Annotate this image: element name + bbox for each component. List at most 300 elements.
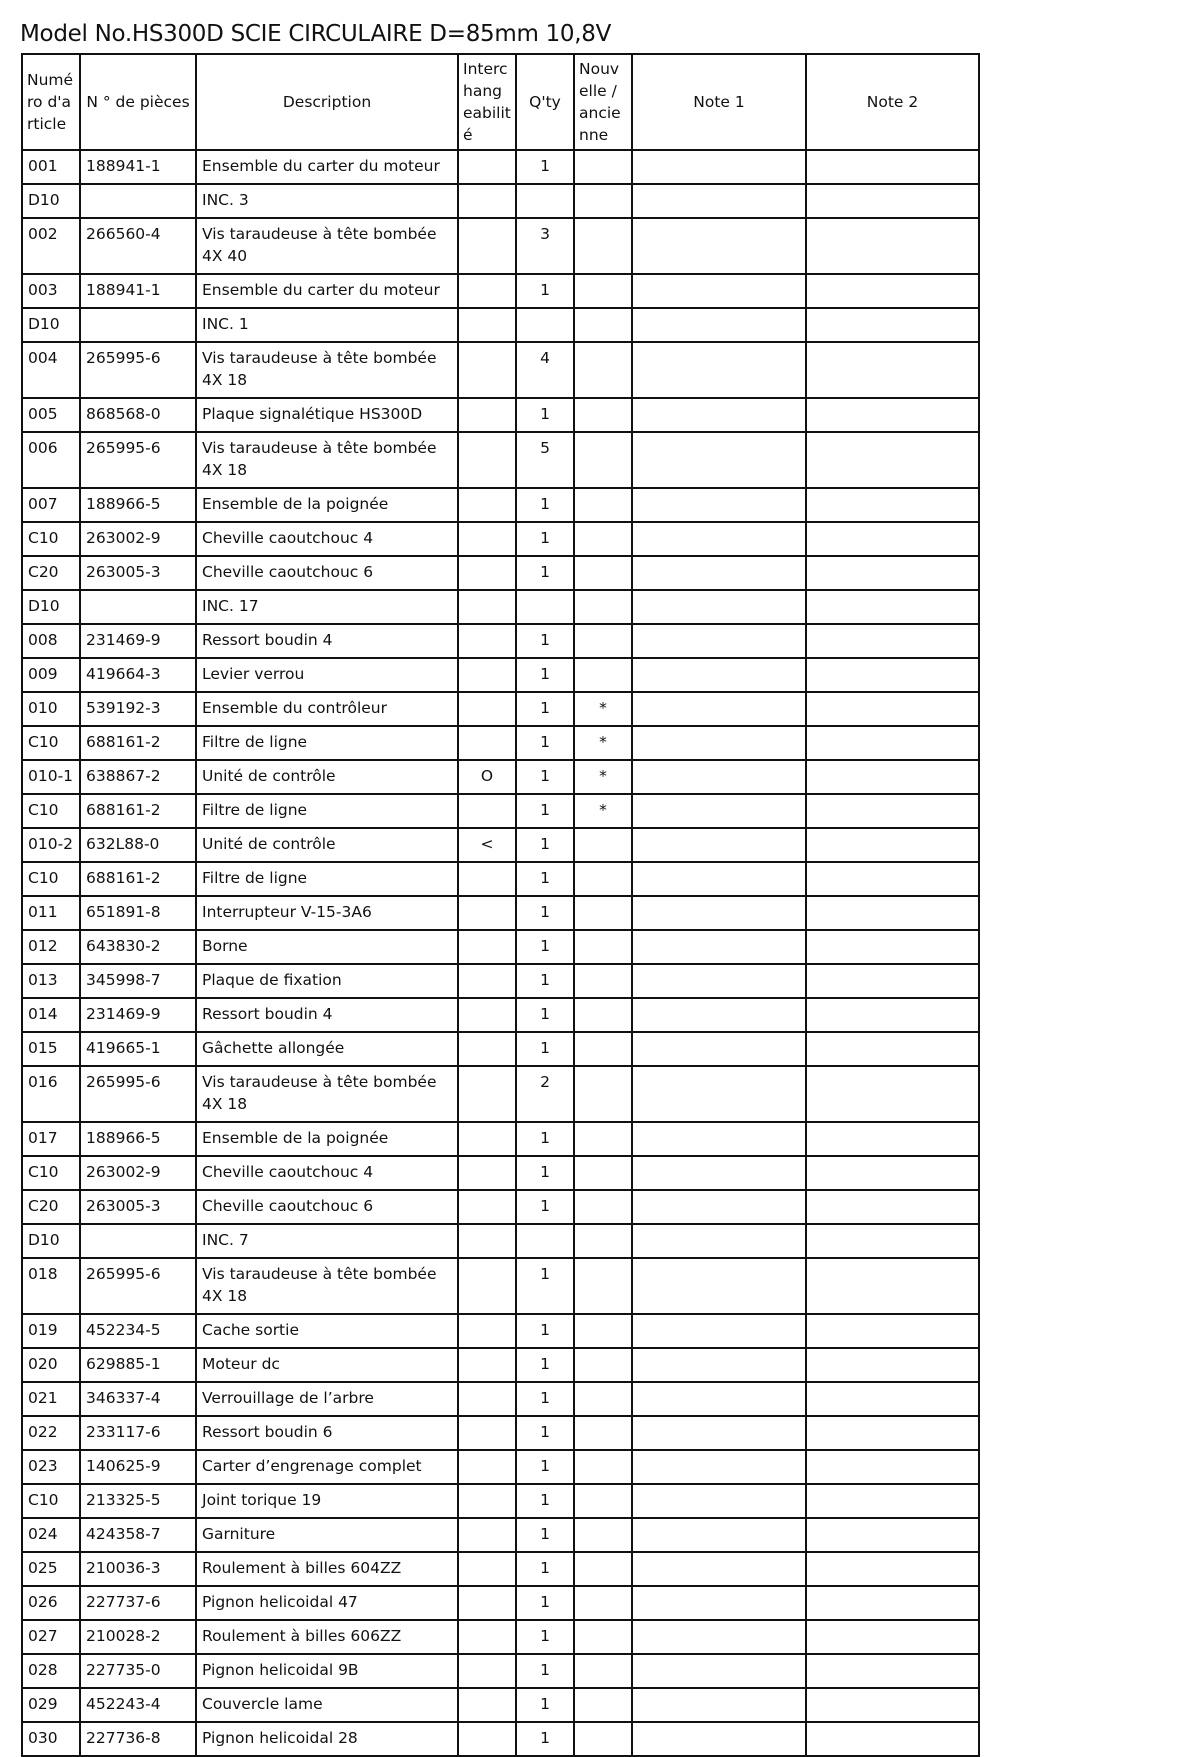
cell-item-number: C10 xyxy=(22,1484,80,1518)
cell-part-number: 266560-4 xyxy=(80,218,196,274)
cell-new-old xyxy=(574,624,632,658)
cell-new-old xyxy=(574,1688,632,1722)
cell-quantity: 1 xyxy=(516,1654,574,1688)
cell-note-2 xyxy=(806,432,979,488)
cell-note-2 xyxy=(806,1484,979,1518)
header-new-old: Nouv elle / ancie nne xyxy=(574,54,632,150)
cell-item-number: 005 xyxy=(22,398,80,432)
cell-quantity: 1 xyxy=(516,1416,574,1450)
cell-quantity: 1 xyxy=(516,1586,574,1620)
cell-part-number: 651891-8 xyxy=(80,896,196,930)
cell-new-old xyxy=(574,1156,632,1190)
cell-part-number: 263002-9 xyxy=(80,1156,196,1190)
cell-interchangeability xyxy=(458,1066,516,1122)
cell-note-2 xyxy=(806,1156,979,1190)
cell-item-number: 024 xyxy=(22,1518,80,1552)
cell-item-number: D10 xyxy=(22,1224,80,1258)
cell-note-2 xyxy=(806,522,979,556)
table-row xyxy=(22,930,979,964)
cell-new-old xyxy=(574,828,632,862)
cell-new-old xyxy=(574,862,632,896)
cell-item-number: C10 xyxy=(22,1156,80,1190)
cell-interchangeability xyxy=(458,896,516,930)
cell-note-1 xyxy=(632,1552,806,1586)
cell-new-old xyxy=(574,930,632,964)
cell-quantity: 1 xyxy=(516,1620,574,1654)
table-row xyxy=(22,1348,979,1382)
cell-item-number: D10 xyxy=(22,590,80,624)
cell-item-number: 015 xyxy=(22,1032,80,1066)
cell-quantity: 1 xyxy=(516,488,574,522)
cell-part-number: 868568-0 xyxy=(80,398,196,432)
cell-note-2 xyxy=(806,1620,979,1654)
cell-description: Pignon helicoidal 47 xyxy=(196,1586,458,1620)
cell-description: INC. 3 xyxy=(196,184,458,218)
cell-description: Unité de contrôle xyxy=(196,760,458,794)
cell-new-old xyxy=(574,590,632,624)
cell-note-1 xyxy=(632,1348,806,1382)
cell-part-number xyxy=(80,184,196,218)
cell-description: Unité de contrôle xyxy=(196,828,458,862)
cell-note-2 xyxy=(806,1190,979,1224)
cell-note-1 xyxy=(632,590,806,624)
cell-note-1 xyxy=(632,218,806,274)
cell-description: Borne xyxy=(196,930,458,964)
cell-quantity: 1 xyxy=(516,828,574,862)
cell-description: Ensemble de la poignée xyxy=(196,1122,458,1156)
cell-interchangeability: < xyxy=(458,828,516,862)
cell-description: INC. 7 xyxy=(196,1224,458,1258)
cell-item-number: 022 xyxy=(22,1416,80,1450)
table-row xyxy=(22,590,979,624)
table-row xyxy=(22,218,979,274)
cell-quantity: 2 xyxy=(516,1066,574,1122)
cell-note-1 xyxy=(632,1032,806,1066)
cell-note-2 xyxy=(806,184,979,218)
cell-note-2 xyxy=(806,692,979,726)
table-row xyxy=(22,1066,979,1122)
cell-part-number: 419665-1 xyxy=(80,1032,196,1066)
cell-new-old xyxy=(574,1586,632,1620)
cell-part-number: 346337-4 xyxy=(80,1382,196,1416)
cell-item-number: 009 xyxy=(22,658,80,692)
cell-new-old: * xyxy=(574,760,632,794)
header-part-number: N ° de pièces xyxy=(80,54,196,150)
cell-quantity: 1 xyxy=(516,150,574,184)
cell-description: Vis taraudeuse à tête bombée 4X 18 xyxy=(196,1066,458,1122)
cell-part-number: 424358-7 xyxy=(80,1518,196,1552)
table-row xyxy=(22,964,979,998)
cell-item-number: 027 xyxy=(22,1620,80,1654)
cell-new-old xyxy=(574,274,632,308)
cell-item-number: 025 xyxy=(22,1552,80,1586)
cell-item-number: 013 xyxy=(22,964,80,998)
cell-item-number: 028 xyxy=(22,1654,80,1688)
cell-description: Cheville caoutchouc 6 xyxy=(196,556,458,590)
cell-description: Ressort boudin 4 xyxy=(196,998,458,1032)
cell-part-number: 188941-1 xyxy=(80,274,196,308)
table-row xyxy=(22,1518,979,1552)
table-row xyxy=(22,398,979,432)
cell-note-1 xyxy=(632,150,806,184)
cell-item-number: 010 xyxy=(22,692,80,726)
cell-note-1 xyxy=(632,1620,806,1654)
cell-part-number: 227736-8 xyxy=(80,1722,196,1756)
cell-note-2 xyxy=(806,1348,979,1382)
cell-note-1 xyxy=(632,1224,806,1258)
cell-new-old: * xyxy=(574,726,632,760)
cell-quantity xyxy=(516,308,574,342)
cell-quantity: 1 xyxy=(516,398,574,432)
cell-note-2 xyxy=(806,658,979,692)
cell-description: Verrouillage de l’arbre xyxy=(196,1382,458,1416)
cell-part-number: 688161-2 xyxy=(80,794,196,828)
cell-description: Interrupteur V-15-3A6 xyxy=(196,896,458,930)
cell-quantity xyxy=(516,1224,574,1258)
cell-quantity xyxy=(516,590,574,624)
cell-new-old xyxy=(574,342,632,398)
cell-new-old xyxy=(574,998,632,1032)
cell-item-number: 011 xyxy=(22,896,80,930)
cell-description: Gâchette allongée xyxy=(196,1032,458,1066)
cell-interchangeability xyxy=(458,1450,516,1484)
cell-part-number xyxy=(80,308,196,342)
header-item-number: Numé ro d'a rticle xyxy=(22,54,80,150)
cell-new-old xyxy=(574,432,632,488)
cell-interchangeability xyxy=(458,1416,516,1450)
cell-interchangeability xyxy=(458,398,516,432)
cell-note-1 xyxy=(632,794,806,828)
cell-note-2 xyxy=(806,998,979,1032)
cell-interchangeability xyxy=(458,1314,516,1348)
cell-item-number: C10 xyxy=(22,726,80,760)
cell-note-1 xyxy=(632,692,806,726)
cell-note-2 xyxy=(806,150,979,184)
cell-new-old xyxy=(574,1032,632,1066)
cell-description: Pignon helicoidal 28 xyxy=(196,1722,458,1756)
cell-note-1 xyxy=(632,624,806,658)
cell-interchangeability xyxy=(458,1122,516,1156)
cell-interchangeability xyxy=(458,342,516,398)
cell-note-2 xyxy=(806,624,979,658)
cell-item-number: D10 xyxy=(22,308,80,342)
cell-note-2 xyxy=(806,556,979,590)
table-row xyxy=(22,1190,979,1224)
cell-note-2 xyxy=(806,930,979,964)
cell-description: Plaque signalétique HS300D xyxy=(196,398,458,432)
cell-description: Moteur dc xyxy=(196,1348,458,1382)
table-row xyxy=(22,1586,979,1620)
cell-quantity: 1 xyxy=(516,692,574,726)
cell-note-2 xyxy=(806,1066,979,1122)
cell-new-old: * xyxy=(574,692,632,726)
cell-interchangeability xyxy=(458,794,516,828)
cell-item-number: 014 xyxy=(22,998,80,1032)
cell-interchangeability xyxy=(458,862,516,896)
cell-new-old xyxy=(574,1122,632,1156)
cell-note-1 xyxy=(632,522,806,556)
cell-quantity: 1 xyxy=(516,896,574,930)
cell-note-2 xyxy=(806,862,979,896)
table-row xyxy=(22,624,979,658)
table-row xyxy=(22,862,979,896)
cell-interchangeability xyxy=(458,930,516,964)
cell-note-2 xyxy=(806,1518,979,1552)
cell-description: Ressort boudin 6 xyxy=(196,1416,458,1450)
cell-interchangeability xyxy=(458,1190,516,1224)
table-row xyxy=(22,658,979,692)
cell-quantity: 1 xyxy=(516,1190,574,1224)
table-row xyxy=(22,1382,979,1416)
cell-new-old xyxy=(574,1518,632,1552)
cell-description: Roulement à billes 604ZZ xyxy=(196,1552,458,1586)
cell-item-number: 003 xyxy=(22,274,80,308)
cell-note-1 xyxy=(632,1066,806,1122)
cell-new-old xyxy=(574,1620,632,1654)
cell-quantity: 1 xyxy=(516,1688,574,1722)
cell-note-1 xyxy=(632,930,806,964)
table-row xyxy=(22,1224,979,1258)
header-note-2: Note 2 xyxy=(806,54,979,150)
cell-note-2 xyxy=(806,1258,979,1314)
cell-interchangeability xyxy=(458,1484,516,1518)
cell-note-1 xyxy=(632,1190,806,1224)
cell-new-old xyxy=(574,1224,632,1258)
table-row xyxy=(22,274,979,308)
cell-description: Cache sortie xyxy=(196,1314,458,1348)
table-row xyxy=(22,488,979,522)
table-row xyxy=(22,794,979,828)
cell-quantity: 1 xyxy=(516,930,574,964)
table-row xyxy=(22,760,979,794)
cell-quantity: 1 xyxy=(516,1348,574,1382)
table-row xyxy=(22,1620,979,1654)
cell-new-old xyxy=(574,658,632,692)
cell-note-2 xyxy=(806,1122,979,1156)
table-row xyxy=(22,1122,979,1156)
cell-interchangeability xyxy=(458,488,516,522)
cell-description: Joint torique 19 xyxy=(196,1484,458,1518)
cell-note-1 xyxy=(632,432,806,488)
table-row xyxy=(22,1722,979,1756)
cell-description: Ensemble du carter du moteur xyxy=(196,274,458,308)
cell-description: Couvercle lame xyxy=(196,1688,458,1722)
cell-part-number: 140625-9 xyxy=(80,1450,196,1484)
cell-new-old xyxy=(574,896,632,930)
cell-quantity: 1 xyxy=(516,1156,574,1190)
cell-note-1 xyxy=(632,1258,806,1314)
cell-interchangeability xyxy=(458,1032,516,1066)
cell-interchangeability xyxy=(458,726,516,760)
cell-note-1 xyxy=(632,274,806,308)
cell-new-old xyxy=(574,1190,632,1224)
cell-part-number xyxy=(80,590,196,624)
cell-quantity: 1 xyxy=(516,1450,574,1484)
cell-interchangeability xyxy=(458,184,516,218)
cell-part-number: 539192-3 xyxy=(80,692,196,726)
cell-item-number: 030 xyxy=(22,1722,80,1756)
cell-quantity: 1 xyxy=(516,624,574,658)
cell-interchangeability xyxy=(458,658,516,692)
cell-quantity: 1 xyxy=(516,862,574,896)
cell-part-number: 231469-9 xyxy=(80,998,196,1032)
cell-interchangeability xyxy=(458,998,516,1032)
cell-note-1 xyxy=(632,556,806,590)
cell-note-1 xyxy=(632,1688,806,1722)
cell-new-old xyxy=(574,1258,632,1314)
cell-description: Cheville caoutchouc 4 xyxy=(196,522,458,556)
cell-interchangeability xyxy=(458,556,516,590)
cell-description: Vis taraudeuse à tête bombée 4X 18 xyxy=(196,1258,458,1314)
cell-description: Filtre de ligne xyxy=(196,794,458,828)
cell-quantity: 1 xyxy=(516,658,574,692)
cell-new-old xyxy=(574,1450,632,1484)
cell-note-2 xyxy=(806,342,979,398)
cell-description: INC. 1 xyxy=(196,308,458,342)
cell-part-number: 452234-5 xyxy=(80,1314,196,1348)
table-row xyxy=(22,1156,979,1190)
cell-part-number: 629885-1 xyxy=(80,1348,196,1382)
cell-interchangeability xyxy=(458,1620,516,1654)
cell-part-number: 233117-6 xyxy=(80,1416,196,1450)
cell-note-1 xyxy=(632,828,806,862)
cell-note-1 xyxy=(632,1518,806,1552)
cell-quantity: 1 xyxy=(516,794,574,828)
cell-interchangeability xyxy=(458,1688,516,1722)
cell-quantity: 1 xyxy=(516,1314,574,1348)
cell-interchangeability xyxy=(458,1348,516,1382)
cell-item-number: C10 xyxy=(22,794,80,828)
cell-note-2 xyxy=(806,1032,979,1066)
cell-note-2 xyxy=(806,1450,979,1484)
cell-note-1 xyxy=(632,1722,806,1756)
table-row xyxy=(22,1314,979,1348)
cell-quantity: 1 xyxy=(516,522,574,556)
cell-new-old xyxy=(574,556,632,590)
cell-quantity: 1 xyxy=(516,1382,574,1416)
cell-interchangeability xyxy=(458,432,516,488)
cell-interchangeability xyxy=(458,1156,516,1190)
cell-new-old xyxy=(574,1416,632,1450)
cell-note-2 xyxy=(806,1586,979,1620)
cell-description: Vis taraudeuse à tête bombée 4X 40 xyxy=(196,218,458,274)
cell-new-old xyxy=(574,1552,632,1586)
cell-part-number: 265995-6 xyxy=(80,1258,196,1314)
page-title: Model No.HS300D SCIE CIRCULAIRE D=85mm 10,8V xyxy=(20,21,612,47)
parts-table xyxy=(21,53,980,1757)
cell-description: Carter d’engrenage complet xyxy=(196,1450,458,1484)
cell-item-number: C10 xyxy=(22,862,80,896)
cell-interchangeability xyxy=(458,590,516,624)
cell-part-number xyxy=(80,1224,196,1258)
table-row xyxy=(22,726,979,760)
cell-part-number: 263002-9 xyxy=(80,522,196,556)
cell-description: Plaque de fixation xyxy=(196,964,458,998)
cell-note-1 xyxy=(632,658,806,692)
cell-interchangeability xyxy=(458,150,516,184)
cell-description: Pignon helicoidal 9B xyxy=(196,1654,458,1688)
cell-note-2 xyxy=(806,964,979,998)
cell-description: Roulement à billes 606ZZ xyxy=(196,1620,458,1654)
cell-item-number: 017 xyxy=(22,1122,80,1156)
cell-note-2 xyxy=(806,398,979,432)
cell-part-number: 227737-6 xyxy=(80,1586,196,1620)
cell-note-1 xyxy=(632,1416,806,1450)
cell-new-old xyxy=(574,522,632,556)
cell-part-number: 188941-1 xyxy=(80,150,196,184)
cell-interchangeability xyxy=(458,522,516,556)
cell-new-old xyxy=(574,488,632,522)
cell-description: Cheville caoutchouc 4 xyxy=(196,1156,458,1190)
cell-new-old xyxy=(574,1722,632,1756)
cell-new-old xyxy=(574,398,632,432)
cell-item-number: 010-2 xyxy=(22,828,80,862)
table-row xyxy=(22,1484,979,1518)
cell-note-1 xyxy=(632,1450,806,1484)
cell-part-number: 345998-7 xyxy=(80,964,196,998)
cell-description: Cheville caoutchouc 6 xyxy=(196,1190,458,1224)
cell-description: Garniture xyxy=(196,1518,458,1552)
cell-note-2 xyxy=(806,828,979,862)
cell-part-number: 231469-9 xyxy=(80,624,196,658)
cell-note-2 xyxy=(806,1688,979,1722)
cell-note-1 xyxy=(632,342,806,398)
cell-part-number: 188966-5 xyxy=(80,1122,196,1156)
cell-item-number: 019 xyxy=(22,1314,80,1348)
cell-item-number: D10 xyxy=(22,184,80,218)
cell-new-old xyxy=(574,1484,632,1518)
cell-interchangeability xyxy=(458,692,516,726)
cell-item-number: 004 xyxy=(22,342,80,398)
table-row xyxy=(22,1450,979,1484)
cell-item-number: 001 xyxy=(22,150,80,184)
cell-new-old xyxy=(574,964,632,998)
cell-quantity: 1 xyxy=(516,760,574,794)
cell-new-old xyxy=(574,1314,632,1348)
cell-quantity: 1 xyxy=(516,998,574,1032)
cell-new-old xyxy=(574,308,632,342)
cell-description: Levier verrou xyxy=(196,658,458,692)
cell-quantity: 1 xyxy=(516,1122,574,1156)
table-row xyxy=(22,184,979,218)
cell-note-1 xyxy=(632,862,806,896)
cell-note-1 xyxy=(632,398,806,432)
cell-interchangeability xyxy=(458,308,516,342)
cell-note-1 xyxy=(632,1484,806,1518)
cell-note-2 xyxy=(806,308,979,342)
cell-item-number: 026 xyxy=(22,1586,80,1620)
cell-part-number: 265995-6 xyxy=(80,432,196,488)
header-description: Description xyxy=(196,54,458,150)
cell-note-1 xyxy=(632,308,806,342)
cell-interchangeability xyxy=(458,1586,516,1620)
cell-note-2 xyxy=(806,726,979,760)
cell-note-2 xyxy=(806,274,979,308)
cell-new-old xyxy=(574,1066,632,1122)
cell-note-2 xyxy=(806,590,979,624)
cell-note-1 xyxy=(632,726,806,760)
cell-quantity: 1 xyxy=(516,726,574,760)
cell-note-2 xyxy=(806,1722,979,1756)
cell-part-number: 213325-5 xyxy=(80,1484,196,1518)
table-row xyxy=(22,1416,979,1450)
cell-description: Filtre de ligne xyxy=(196,862,458,896)
cell-note-2 xyxy=(806,1382,979,1416)
cell-item-number: 023 xyxy=(22,1450,80,1484)
cell-item-number: 012 xyxy=(22,930,80,964)
table-row xyxy=(22,522,979,556)
cell-note-2 xyxy=(806,1552,979,1586)
